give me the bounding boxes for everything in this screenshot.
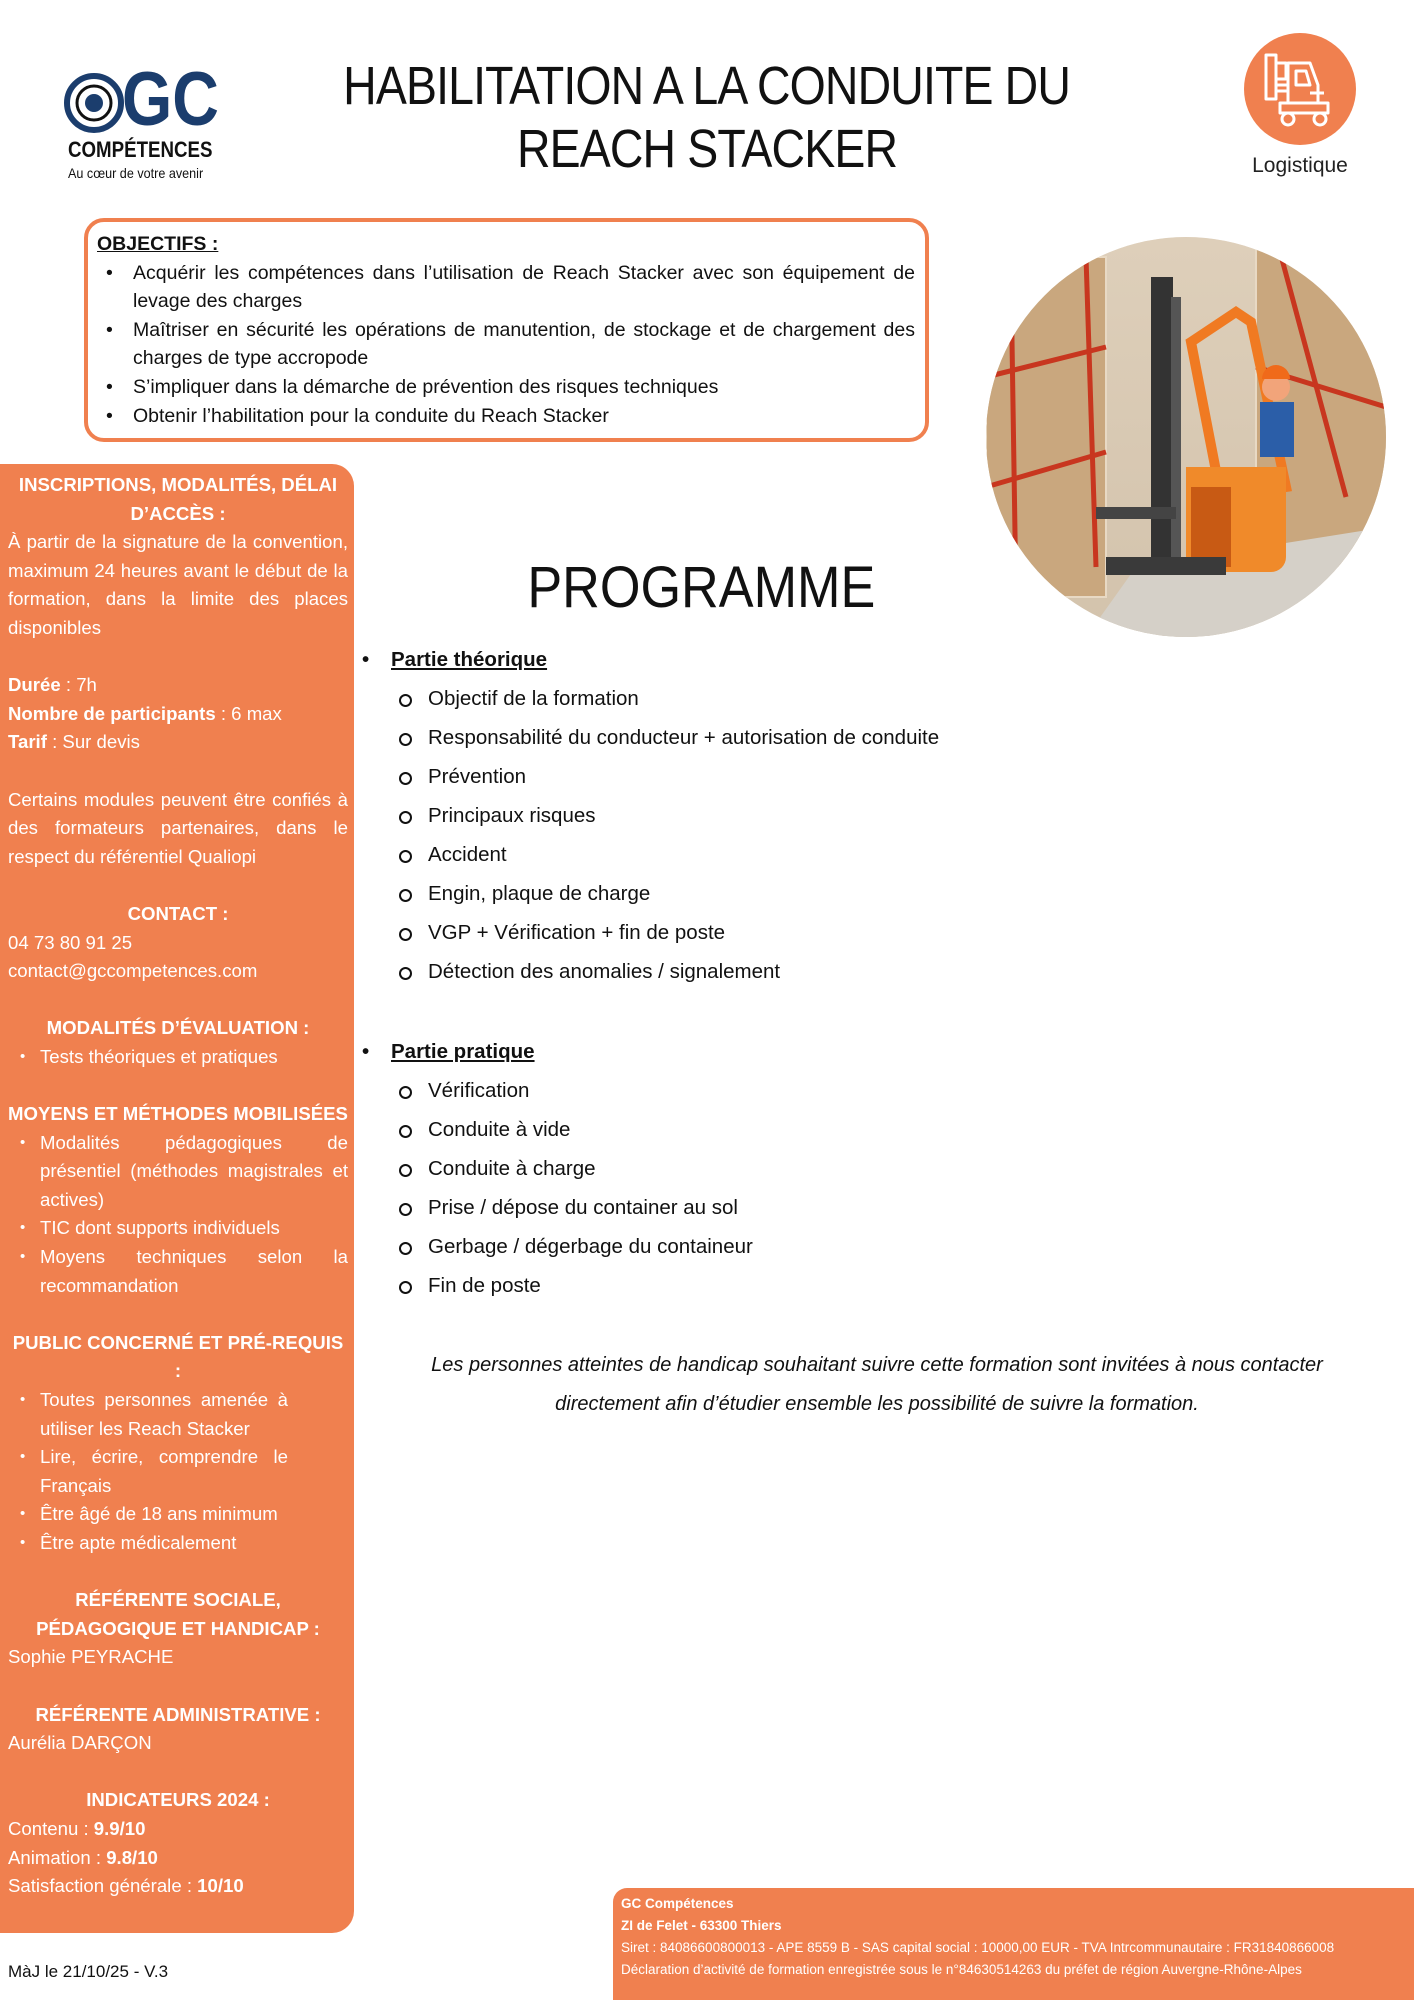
indicator-value: 9.9/10: [93, 1817, 146, 1839]
programme-item: Principaux risques: [362, 796, 1142, 835]
objective-item: • S’impliquer dans la démarche de prévention des risques techniques: [97, 373, 915, 402]
footer-legal: Siret : 84086600800013 - APE 8559 B - SAS capital social : 10000,00 EUR - TVA Intrcommunautaire : FR31840866008: [621, 1940, 1335, 1955]
handicap-note: Les personnes atteintes de handicap souhaitant suivre cette formation sont invitées à nous contacter directement afin d’étudier ensemble les possibilité de suivre la formation.: [431, 1354, 1323, 1415]
category-label: Logistique: [1252, 154, 1348, 177]
forklift-icon: [1244, 33, 1356, 145]
public-item: • Être apte médicalement: [8, 1529, 288, 1558]
objective-item: • Maîtriser en sécurité les opérations de manutention, de stockage et de chargement des charges de type accropode: [97, 316, 915, 373]
participants-label: Nombre de participants: [8, 702, 216, 724]
programme-item: Accident: [362, 835, 1142, 874]
duree-value: : 7h: [60, 674, 97, 696]
tarif-value: : Sur devis: [46, 731, 140, 753]
programme-title: [400, 556, 1002, 620]
moyens-item: • Moyens techniques selon la recommandation: [8, 1243, 348, 1300]
programme-item: Conduite à vide: [362, 1110, 1142, 1149]
inscriptions-text: À partir de la signature de la convention, maximum 24 heures avant le début de la formation, dans la limite des places disponibles: [8, 531, 348, 638]
page-title: [0, 55, 1414, 181]
programme-item: Gerbage / dégerbage du containeur: [362, 1227, 1142, 1266]
logo-brand: GC: [122, 57, 219, 142]
footer-address: ZI de Felet - 63300 Thiers: [621, 1918, 782, 1933]
contact-phone[interactable]: 04 73 80 91 25: [8, 931, 133, 953]
section-theorique-title: • Partie théorique: [362, 640, 1142, 679]
programme-title-text: PROGRAMME: [526, 555, 876, 620]
contact-email[interactable]: contact@gccompetences.com: [8, 960, 258, 982]
title-line-2: REACH STACKER: [516, 119, 898, 179]
participants-row: [8, 700, 348, 729]
reach-stacker-photo: [986, 237, 1386, 637]
objectives-heading: OBJECTIFS :: [97, 233, 219, 255]
duree-label: Durée: [8, 674, 61, 696]
section-pratique-title: • Partie pratique: [362, 1032, 1142, 1071]
contact-heading: CONTACT :: [127, 902, 229, 924]
logo-tagline: Au cœur de votre avenir: [68, 165, 204, 181]
tarif-row: [8, 728, 348, 757]
ref-sociale-heading: RÉFÉRENTE SOCIALE, PÉDAGOGIQUE ET HANDICAP :: [36, 1589, 320, 1639]
indicator-row: [8, 1815, 348, 1844]
objectives-box: [84, 218, 929, 442]
moyens-item: • TIC dont supports individuels: [8, 1214, 348, 1243]
evaluation-item: • Tests théoriques et pratiques: [8, 1043, 348, 1072]
programme-item: Engin, plaque de charge: [362, 874, 1142, 913]
indicator-label: Animation :: [8, 1846, 107, 1868]
info-sidebar: [0, 464, 354, 1933]
footer-company: GC Compétences: [621, 1896, 734, 1911]
programme-item: Prévention: [362, 757, 1142, 796]
indicator-value: 10/10: [197, 1875, 244, 1897]
public-item: • Être âgé de 18 ans minimum: [8, 1500, 288, 1529]
programme-item: VGP + Vérification + fin de poste: [362, 913, 1142, 952]
indicator-row: [8, 1872, 348, 1901]
moyens-heading: MOYENS ET MÉTHODES MOBILISÉES: [8, 1103, 348, 1125]
programme-item: Vérification: [362, 1071, 1142, 1110]
modules-text: Certains modules peuvent être confiés à des formateurs partenaires, dans le respect du référentiel Qualiopi: [8, 788, 348, 867]
inscriptions-heading: INSCRIPTIONS, MODALITÉS, DÉLAI D’ACCÈS :: [18, 474, 338, 524]
indicator-label: Satisfaction générale :: [8, 1875, 198, 1897]
programme-item: Fin de poste: [362, 1266, 1142, 1305]
ref-sociale-name: Sophie PEYRACHE: [8, 1646, 174, 1668]
duree-row: [8, 671, 348, 700]
programme-item: Objectif de la formation: [362, 679, 1142, 718]
evaluation-heading: MODALITÉS D’ÉVALUATION :: [46, 1017, 310, 1039]
programme-item: Responsabilité du conducteur + autorisation de conduite: [362, 718, 1142, 757]
indicator-value: 9.8/10: [106, 1846, 158, 1868]
indicator-row: [8, 1844, 348, 1873]
public-heading: PUBLIC CONCERNÉ ET PRÉ-REQUIS :: [12, 1331, 344, 1382]
company-footer: [613, 1888, 1414, 2000]
participants-value: : 6 max: [215, 702, 282, 724]
moyens-item: • Modalités pédagogiques de présentiel (méthodes magistrales et actives): [8, 1129, 348, 1215]
tarif-label: Tarif: [8, 731, 47, 753]
ref-admin-name: Aurélia DARÇON: [8, 1732, 152, 1754]
programme-list: [362, 640, 1142, 1305]
logo-name: COMPÉTENCES: [68, 137, 213, 162]
public-item: • Toutes personnes amenée à utiliser les Reach Stacker: [8, 1386, 288, 1443]
programme-item: Prise / dépose du container au sol: [362, 1188, 1142, 1227]
programme-item: Détection des anomalies / signalement: [362, 952, 1142, 991]
footer-declaration: Déclaration d’activité de formation enregistrée sous le n°84630514263 du préfet de région Auvergne-Rhône-Alpes: [621, 1962, 1302, 1977]
objective-item: • Obtenir l’habilitation pour la conduite du Reach Stacker: [97, 402, 915, 431]
programme-item: Conduite à charge: [362, 1149, 1142, 1188]
objective-item: • Acquérir les compétences dans l’utilisation de Reach Stacker avec son équipement de levage des charges: [97, 259, 915, 316]
indicateurs-heading: INDICATEURS 2024 :: [86, 1789, 270, 1811]
public-item: • Lire, écrire, comprendre le Français: [8, 1443, 288, 1500]
ref-admin-heading: RÉFÉRENTE ADMINISTRATIVE :: [35, 1703, 321, 1725]
title-line-1: HABILITATION A LA CONDUITE DU: [343, 56, 1071, 116]
version-date: MàJ le 21/10/25 - V.3: [8, 1962, 169, 1981]
indicator-label: Contenu :: [8, 1817, 94, 1839]
